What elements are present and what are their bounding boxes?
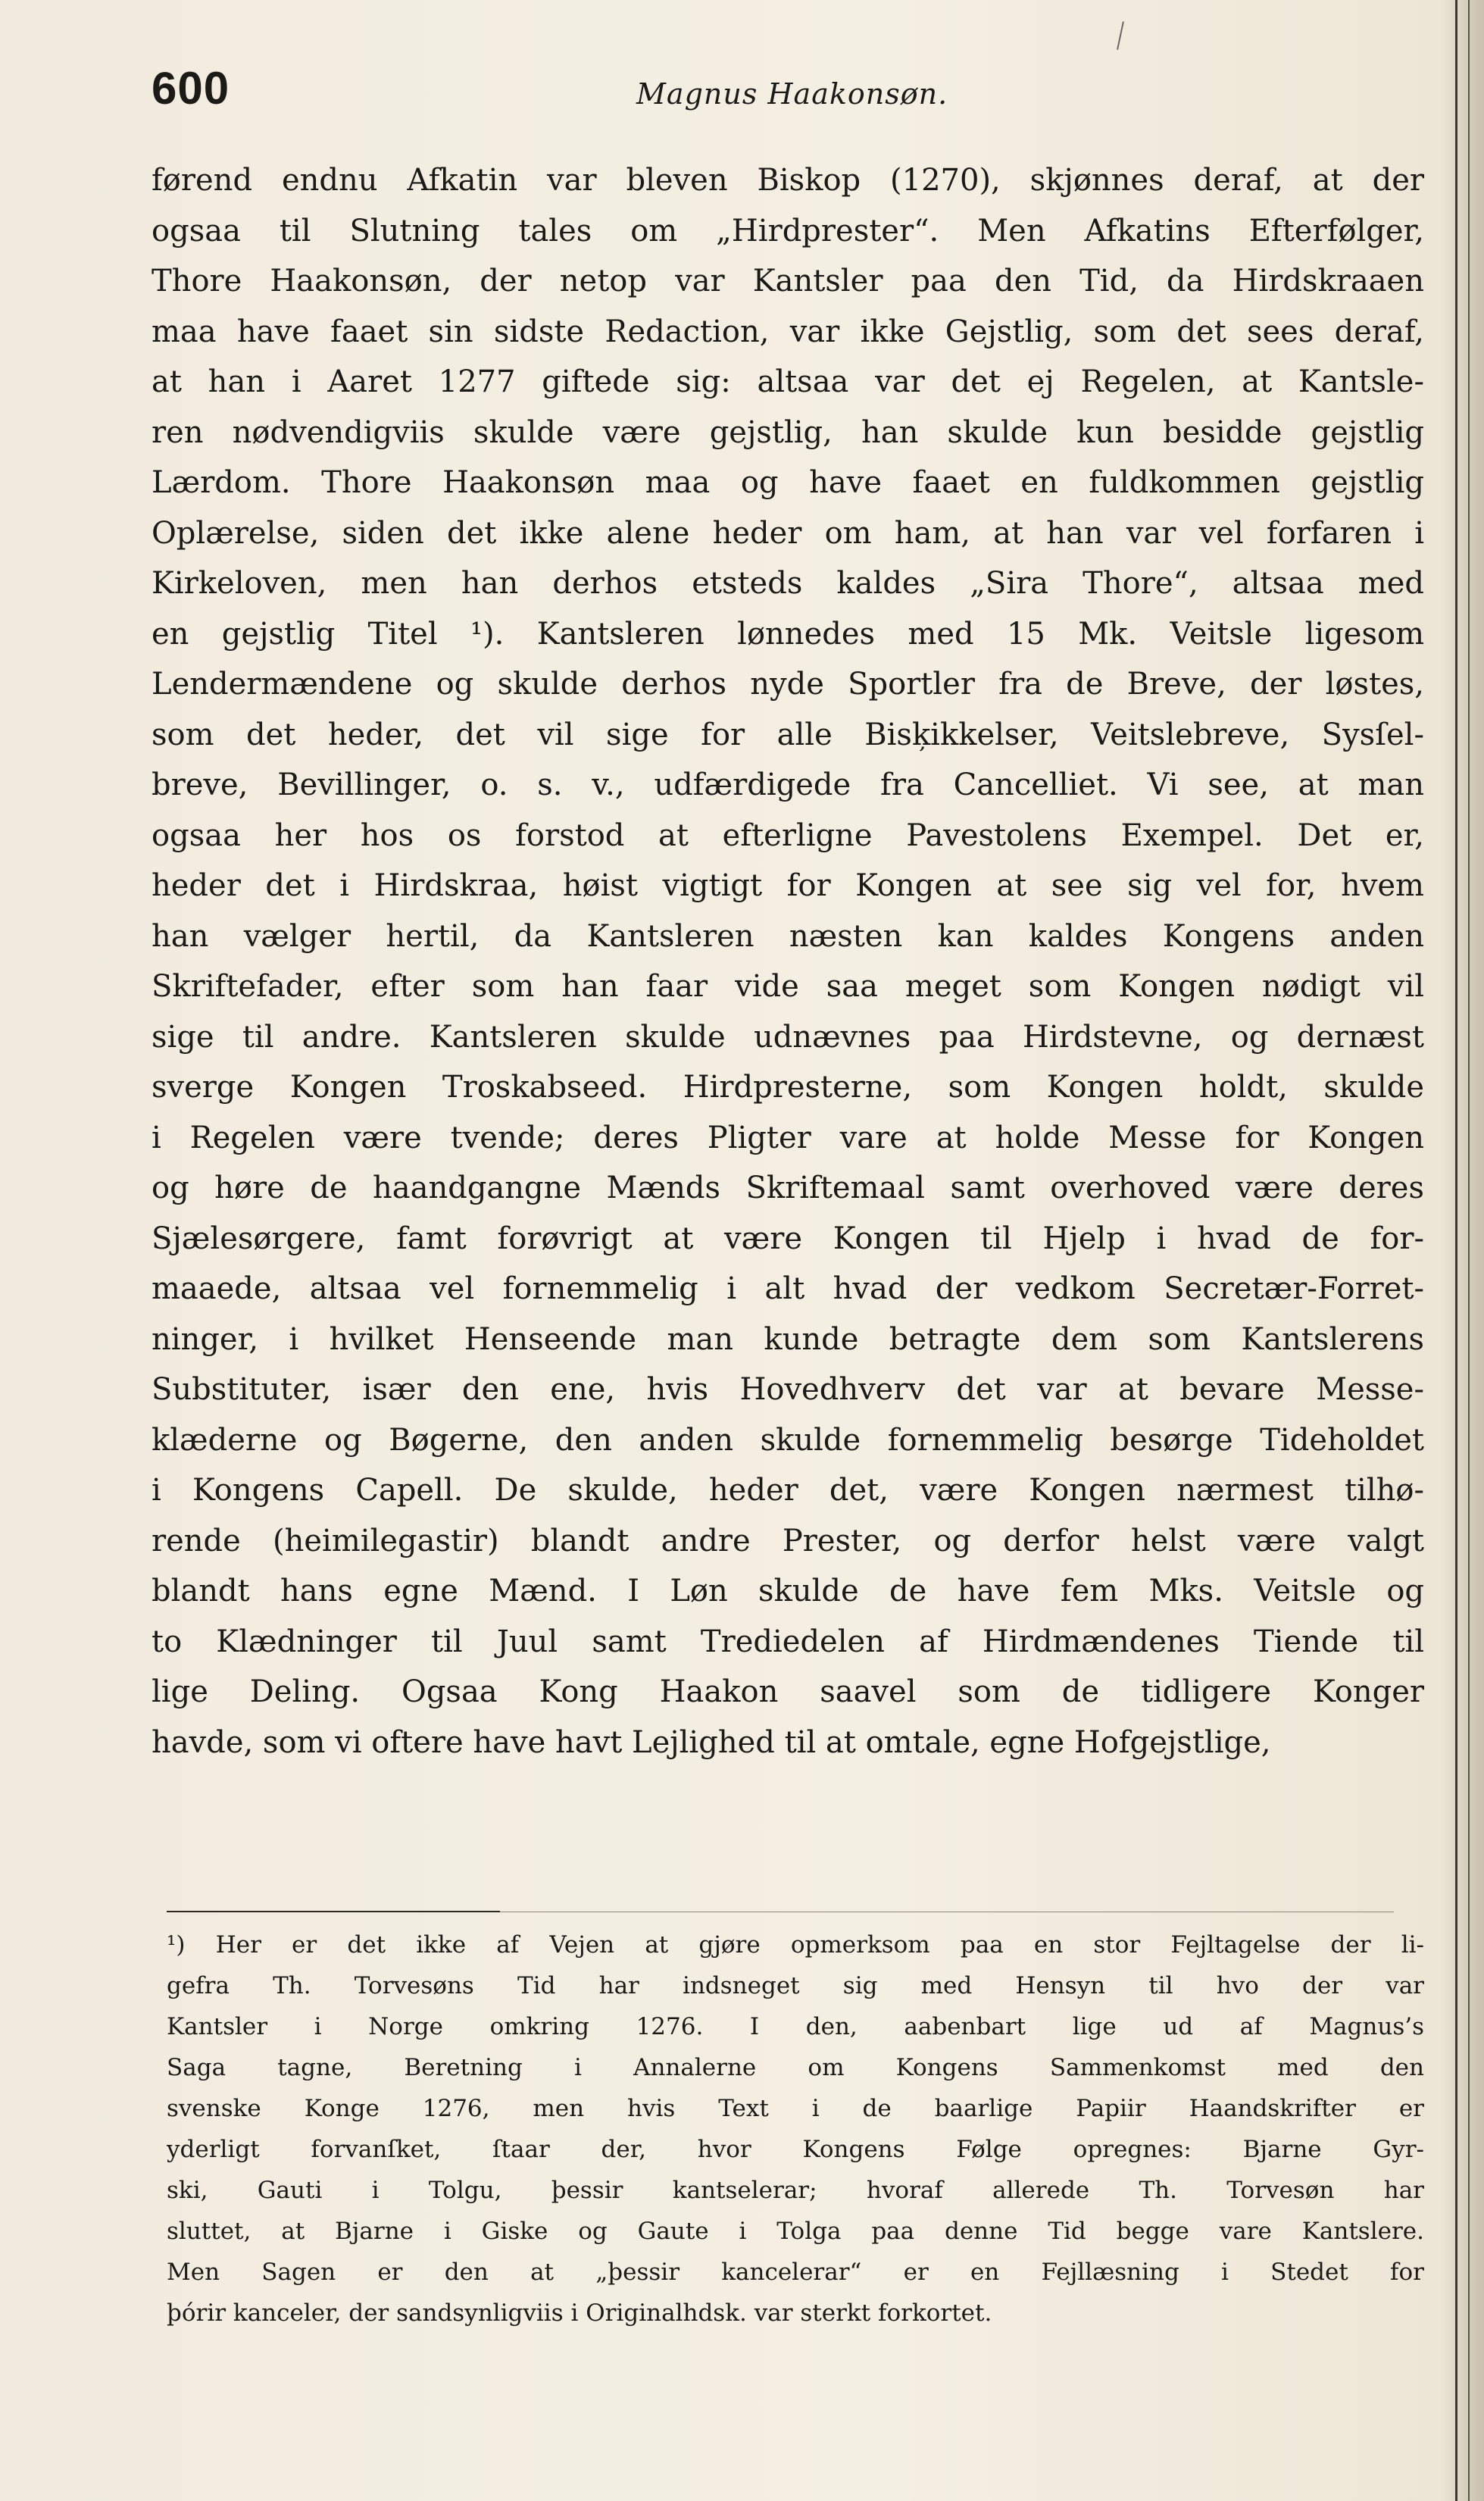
text-line: Substituter, især den ene, hvis Hovedhverv det var at bevare Messe- xyxy=(152,1372,1424,1407)
footnote-line: Kantsler i Norge omkring 1276. I den, aabenbart lige ud af Magnus’s xyxy=(167,2013,1424,2040)
text-line: som det heder, det vil sige for alle Bisķikkelser, Veitslebreve, Sysſel- xyxy=(152,717,1424,752)
text-line: i Regelen være tvende; deres Pligter vare at holde Messe for Kongen xyxy=(152,1120,1424,1155)
footnote-line: Saga tagne, Beretning i Annalerne om Kongens Sammenkomst med den xyxy=(167,2054,1424,2081)
text-line: ninger, i hvilket Henseende man kunde betragte dem som Kantslerens xyxy=(152,1321,1424,1357)
text-line: ren nødvendigviis skulde være gejstlig, han skulde kun besidde gejstlig xyxy=(152,414,1424,450)
footnote-separator xyxy=(167,1911,500,1912)
page-edge-line xyxy=(1455,0,1457,2501)
page-edge-line-outer xyxy=(1468,0,1470,2501)
running-head: Magnus Haakonsøn. xyxy=(636,77,948,111)
text-line: Sjælesørgere, famt forøvrigt at være Kongen til Hjelp i hvad de for- xyxy=(152,1221,1424,1256)
pencil-mark xyxy=(1117,21,1124,50)
footnote-line: svenske Konge 1276, men hvis Text i de baarlige Papiir Haandskrifter er xyxy=(167,2095,1424,2122)
text-line: en gejstlig Titel ¹). Kantsleren lønnedes med 15 Mk. Veitsle ligesom xyxy=(152,616,1424,652)
body-text xyxy=(152,155,1424,1768)
text-line: breve, Bevillinger, o. s. v., udfærdigede fra Cancelliet. Vi see, at man xyxy=(152,767,1424,802)
footnote-line: yderligt forvanſket, ſtaar der, hvor Kongens Følge opregnes: Bjarne Gyr- xyxy=(167,2136,1424,2163)
text-line: sige til andre. Kantsleren skulde udnævnes paa Hirdstevne, og dernæst xyxy=(152,1019,1424,1055)
text-line: i Kongens Capell. De skulde, heder det, være Kongen nærmest tilhø- xyxy=(152,1473,1424,1508)
text-line: maaede, altsaa vel fornemmelig i alt hvad der vedkom Secretær-Forret- xyxy=(152,1271,1424,1306)
text-line: blandt hans egne Mænd. I Løn skulde de have fem Mks. Veitsle og xyxy=(152,1574,1424,1608)
page-number: 600 xyxy=(152,63,230,114)
text-line: Thore Haakonsøn, der netop var Kantsler paa den Tid, da Hirdskraaen xyxy=(152,264,1424,299)
text-line: to Klædninger til Juul samt Trediedelen af Hirdmændenes Tiende til xyxy=(152,1624,1424,1659)
text-line: lige Deling. Ogsaa Kong Haakon saavel som de tidligere Konger xyxy=(152,1674,1424,1709)
page-header xyxy=(152,62,1424,123)
footnote-line: þórir kanceler, der sandsynligviis i Originalhdsk. var sterkt forkortet. xyxy=(167,2299,992,2327)
text-line: havde, som vi oftere have havt Lejlighed til at omtale, egne Hofgejstlige, xyxy=(152,1724,1271,1760)
text-line: førend endnu Afkatin var bleven Biskop (1270), skjønnes deraf, at der xyxy=(152,163,1424,198)
text-line: Lendermændene og skulde derhos nyde Sportler fra de Breve, der løstes, xyxy=(152,667,1424,702)
text-line: ogsaa til Slutning tales om „Hirdprester“. Men Afkatins Efterfølger, xyxy=(152,213,1424,249)
text-line: maa have faaet sin sidste Redaction, var ikke Gejstlig, som det sees deraf, xyxy=(152,314,1424,349)
text-line: Skriftefader, efter som han faar vide saa meget som Kongen nødigt vil xyxy=(152,969,1424,1004)
text-line: og høre de haandgangne Mænds Skriftemaal samt overhoved være deres xyxy=(152,1171,1424,1205)
text-line: heder det i Hirdskraa, høist vigtigt for Kongen at see sig vel for, hvem xyxy=(152,868,1424,903)
text-line: at han i Aaret 1277 giftede sig: altsaa var det ej Regelen, at Kantsle- xyxy=(152,364,1424,399)
text-line: Oplærelse, siden det ikke alene heder om ham, at han var vel forfaren i xyxy=(152,515,1424,551)
footnote-line: gefra Th. Torvesøns Tid har indsneget sig med Hensyn til hvo der var xyxy=(167,1972,1424,1999)
text-line: han vælger hertil, da Kantsleren næsten kan kaldes Kongens anden xyxy=(152,918,1424,954)
text-line: klæderne og Bøgerne, den anden skulde fornemmelig besørge Tideholdet xyxy=(152,1422,1424,1458)
footnote-line: ski, Gauti i Tolgu, þessir kantselerar; hvoraf allerede Th. Torvesøn har xyxy=(167,2177,1424,2204)
footnote xyxy=(167,1924,1424,2334)
footnote-line: Men Sagen er den at „þessir kancelerar“ er en Fejllæsning i Stedet for xyxy=(167,2259,1424,2286)
text-line: Kirkeloven, men han derhos etsteds kaldes „Sira Thore“, altsaa med xyxy=(152,566,1424,601)
text-line: Lærdom. Thore Haakonsøn maa og have faaet en fuldkommen gejstlig xyxy=(152,465,1424,500)
text-line: sverge Kongen Troskabseed. Hirdpresterne, som Kongen holdt, skulde xyxy=(152,1070,1424,1105)
footnote-line: ¹) Her er det ikke af Vejen at gjøre opmerksom paa en stor Fejltagelse der li- xyxy=(167,1931,1424,1959)
text-line: rende (heimilegastir) blandt andre Prester, og derfor helst være valgt xyxy=(152,1523,1424,1558)
text-line: ogsaa her hos os forstod at efterligne Pavestolens Exempel. Det er, xyxy=(152,818,1424,853)
footnote-line: sluttet, at Bjarne i Giske og Gaute i Tolga paa denne Tid begge vare Kantslere. xyxy=(167,2218,1424,2245)
